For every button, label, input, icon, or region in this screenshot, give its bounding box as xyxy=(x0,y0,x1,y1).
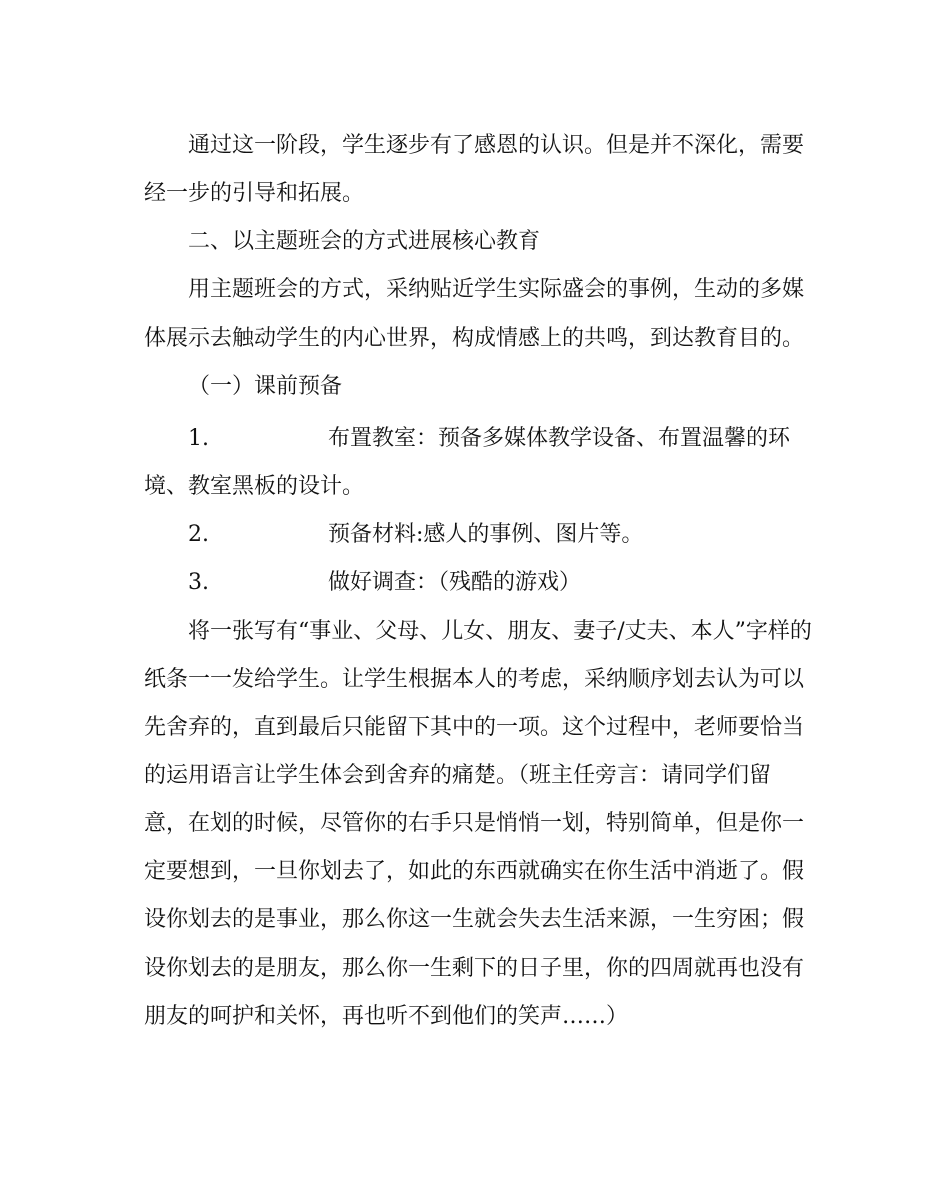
paragraph-3-line-3: 先舍弃的，直到最后只能留下其中的一项。这个过程中，老师要恰当 xyxy=(144,715,805,740)
paragraph-3-line-5: 意，在划的时候，尽管你的右手只是悄悄一划，特别简单，但是你一 xyxy=(144,811,805,836)
paragraph-3-line-1: 将一张写有“事业、父母、儿女、朋友、妻子/丈夫、本人”字样的 xyxy=(188,619,812,644)
subsection-heading: （一）课前预备 xyxy=(188,374,343,399)
paragraph-3-line-9: 朋友的呵护和关怀，再也听不到他们的笑声……） xyxy=(144,1004,629,1029)
list-item-2-number: 2. xyxy=(188,522,209,547)
section-heading: 二、以主题班会的方式进展核心教育 xyxy=(188,229,541,254)
list-item-1-continuation: 境、教室黑板的设计。 xyxy=(144,474,365,499)
list-item-1-number: 1. xyxy=(188,426,209,451)
paragraph-1-line-1: 通过这一阶段，学生逐步有了感恩的认识。但是并不深化，需要 xyxy=(188,133,805,158)
list-item-3-number: 3. xyxy=(188,570,209,595)
paragraph-3-line-6: 定要想到，一旦你划去了，如此的东西就确实在你生活中消逝了。假 xyxy=(144,859,805,884)
list-item-1-text: 布置教室：预备多媒体教学设备、布置温馨的环 xyxy=(328,426,791,451)
paragraph-3-line-2: 纸条一一发给学生。让学生根据本人的考虑，采纳顺序划去认为可以 xyxy=(144,667,805,692)
list-item-2-text: 预备材料:感人的事例、图片等。 xyxy=(328,522,644,547)
paragraph-3-line-8: 设你划去的是朋友，那么你一生剩下的日子里，你的四周就再也没有 xyxy=(144,956,805,981)
paragraph-1-line-2: 经一步的引导和拓展。 xyxy=(144,181,365,206)
paragraph-2-line-1: 用主题班会的方式，采纳贴近学生实际盛会的事例，生动的多媒 xyxy=(188,277,805,302)
list-item-3-text: 做好调查：（残酷的游戏） xyxy=(328,570,582,595)
paragraph-3-line-4: 的运用语言让学生体会到舍弃的痛楚。（班主任旁言：请同学们留 xyxy=(144,763,772,788)
paragraph-3-line-7: 设你划去的是事业，那么你这一生就会失去生活来源，一生穷困；假 xyxy=(144,907,805,932)
paragraph-2-line-2: 体展示去触动学生的内心世界，构成情感上的共鸣，到达教育目的。 xyxy=(144,326,805,351)
